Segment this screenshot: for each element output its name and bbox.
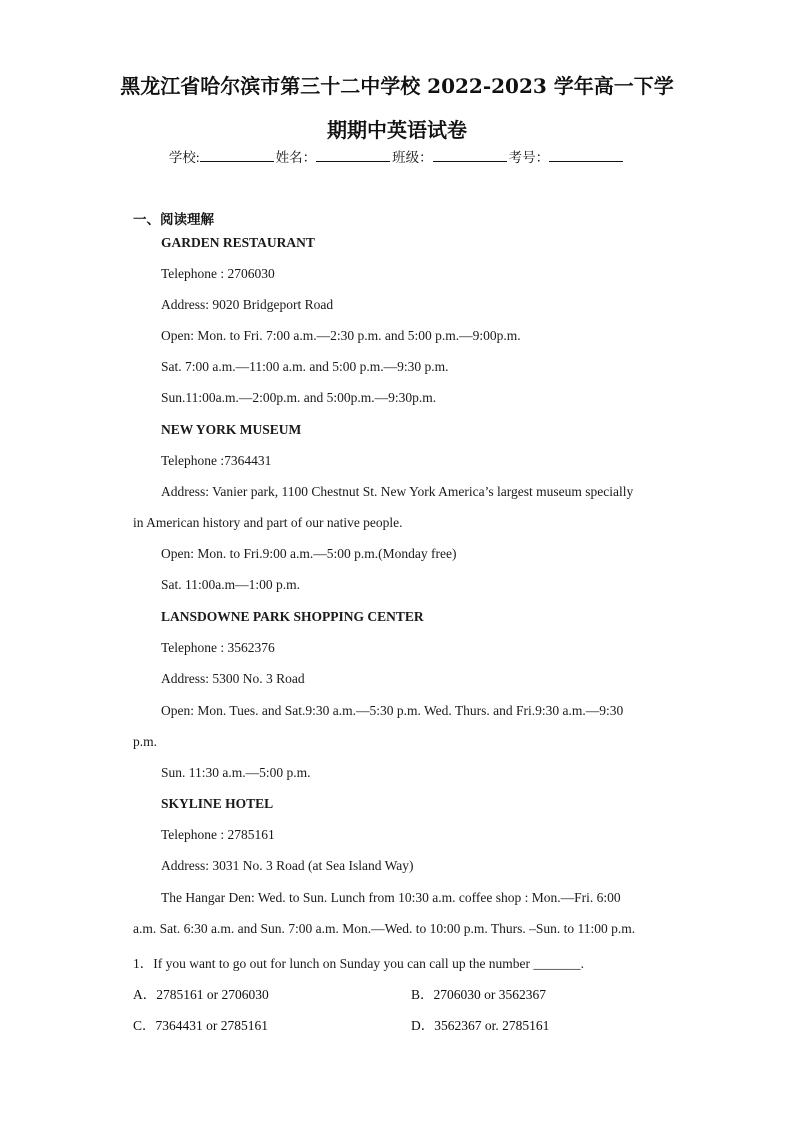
class-blank[interactable]: [433, 149, 507, 162]
shopping-center-name: LANSDOWNE PARK SHOPPING CENTER: [161, 609, 424, 624]
number-blank[interactable]: [549, 149, 623, 162]
museum-name: NEW YORK MUSEUM: [161, 422, 302, 437]
garden-telephone: Telephone : 2706030: [161, 266, 275, 281]
garden-address: Address: 9020 Bridgeport Road: [161, 297, 334, 312]
hotel-telephone: Telephone : 2785161: [161, 827, 275, 842]
hotel-address: Address: 3031 No. 3 Road (at Sea Island Way): [161, 858, 414, 873]
shopping-telephone: Telephone : 3562376: [161, 640, 275, 655]
question-1-option-c[interactable]: C．7364431 or 2785161: [133, 1018, 268, 1033]
shopping-open-line-1: Open: Mon. Tues. and Sat.9:30 a.m.—5:30 p.m. Wed. Thurs. and Fri.9:30 a.m.—9:30: [161, 703, 624, 718]
question-1-option-d[interactable]: D．3562367 or. 2785161: [411, 1018, 550, 1033]
question-1-option-a[interactable]: A．2785161 or 2706030: [133, 987, 269, 1002]
number-label: 考号：: [508, 150, 550, 165]
museum-address-line-2: in American history and part of our native people.: [133, 515, 403, 530]
hotel-hangar-line-1: The Hangar Den: Wed. to Sun. Lunch from 10:30 a.m. coffee shop : Mon.—Fri. 6:00: [161, 890, 621, 905]
question-1-option-b[interactable]: B．2706030 or 3562367: [411, 987, 546, 1002]
garden-open-sunday: Sun.11:00a.m.—2:00p.m. and 5:00p.m.—9:30p.m.: [161, 390, 437, 405]
hotel-hangar-line-2: a.m. Sat. 6:30 a.m. and Sun. 7:00 a.m. Mon.—Wed. to 10:00 p.m. Thurs. –Sun. to 11:00 p.m.: [133, 921, 636, 936]
garden-open-saturday: Sat. 7:00 a.m.—11:00 a.m. and 5:00 p.m.—9:30 p.m.: [161, 359, 449, 374]
hotel-name: SKYLINE HOTEL: [161, 796, 274, 811]
section-heading: 一、阅读理解: [133, 212, 214, 228]
garden-restaurant-name: GARDEN RESTAURANT: [161, 235, 315, 250]
name-label: 姓名：: [275, 150, 317, 165]
exam-title-line-2: 期期中英语试卷: [327, 118, 467, 142]
question-1-stem: 1．If you want to go out for lunch on Sunday you can call up the number _______.: [133, 956, 585, 971]
class-label: 班级：: [392, 150, 433, 165]
shopping-open-sunday: Sun. 11:30 a.m.—5:00 p.m.: [161, 765, 311, 780]
museum-open-weekdays: Open: Mon. to Fri.9:00 a.m.—5:00 p.m.(Monday free): [161, 546, 457, 561]
garden-open-weekdays: Open: Mon. to Fri. 7:00 a.m.—2:30 p.m. and 5:00 p.m.—9:00p.m.: [161, 328, 521, 343]
shopping-address: Address: 5300 No. 3 Road: [161, 671, 305, 686]
school-blank[interactable]: [200, 149, 274, 162]
shopping-open-line-2: p.m.: [133, 734, 158, 749]
museum-telephone: Telephone :7364431: [161, 453, 272, 468]
museum-address-line-1: Address: Vanier park, 1100 Chestnut St. New York America’s largest museum specially: [161, 484, 634, 499]
exam-title-line-1: 黑龙江省哈尔滨市第三十二中学校 2022-2023 学年高一下学: [120, 74, 674, 98]
name-blank[interactable]: [316, 149, 390, 162]
school-label: 学校:: [168, 150, 200, 165]
student-info-row: [0, 146, 794, 166]
museum-open-saturday: Sat. 11:00a.m—1:00 p.m.: [161, 577, 300, 592]
